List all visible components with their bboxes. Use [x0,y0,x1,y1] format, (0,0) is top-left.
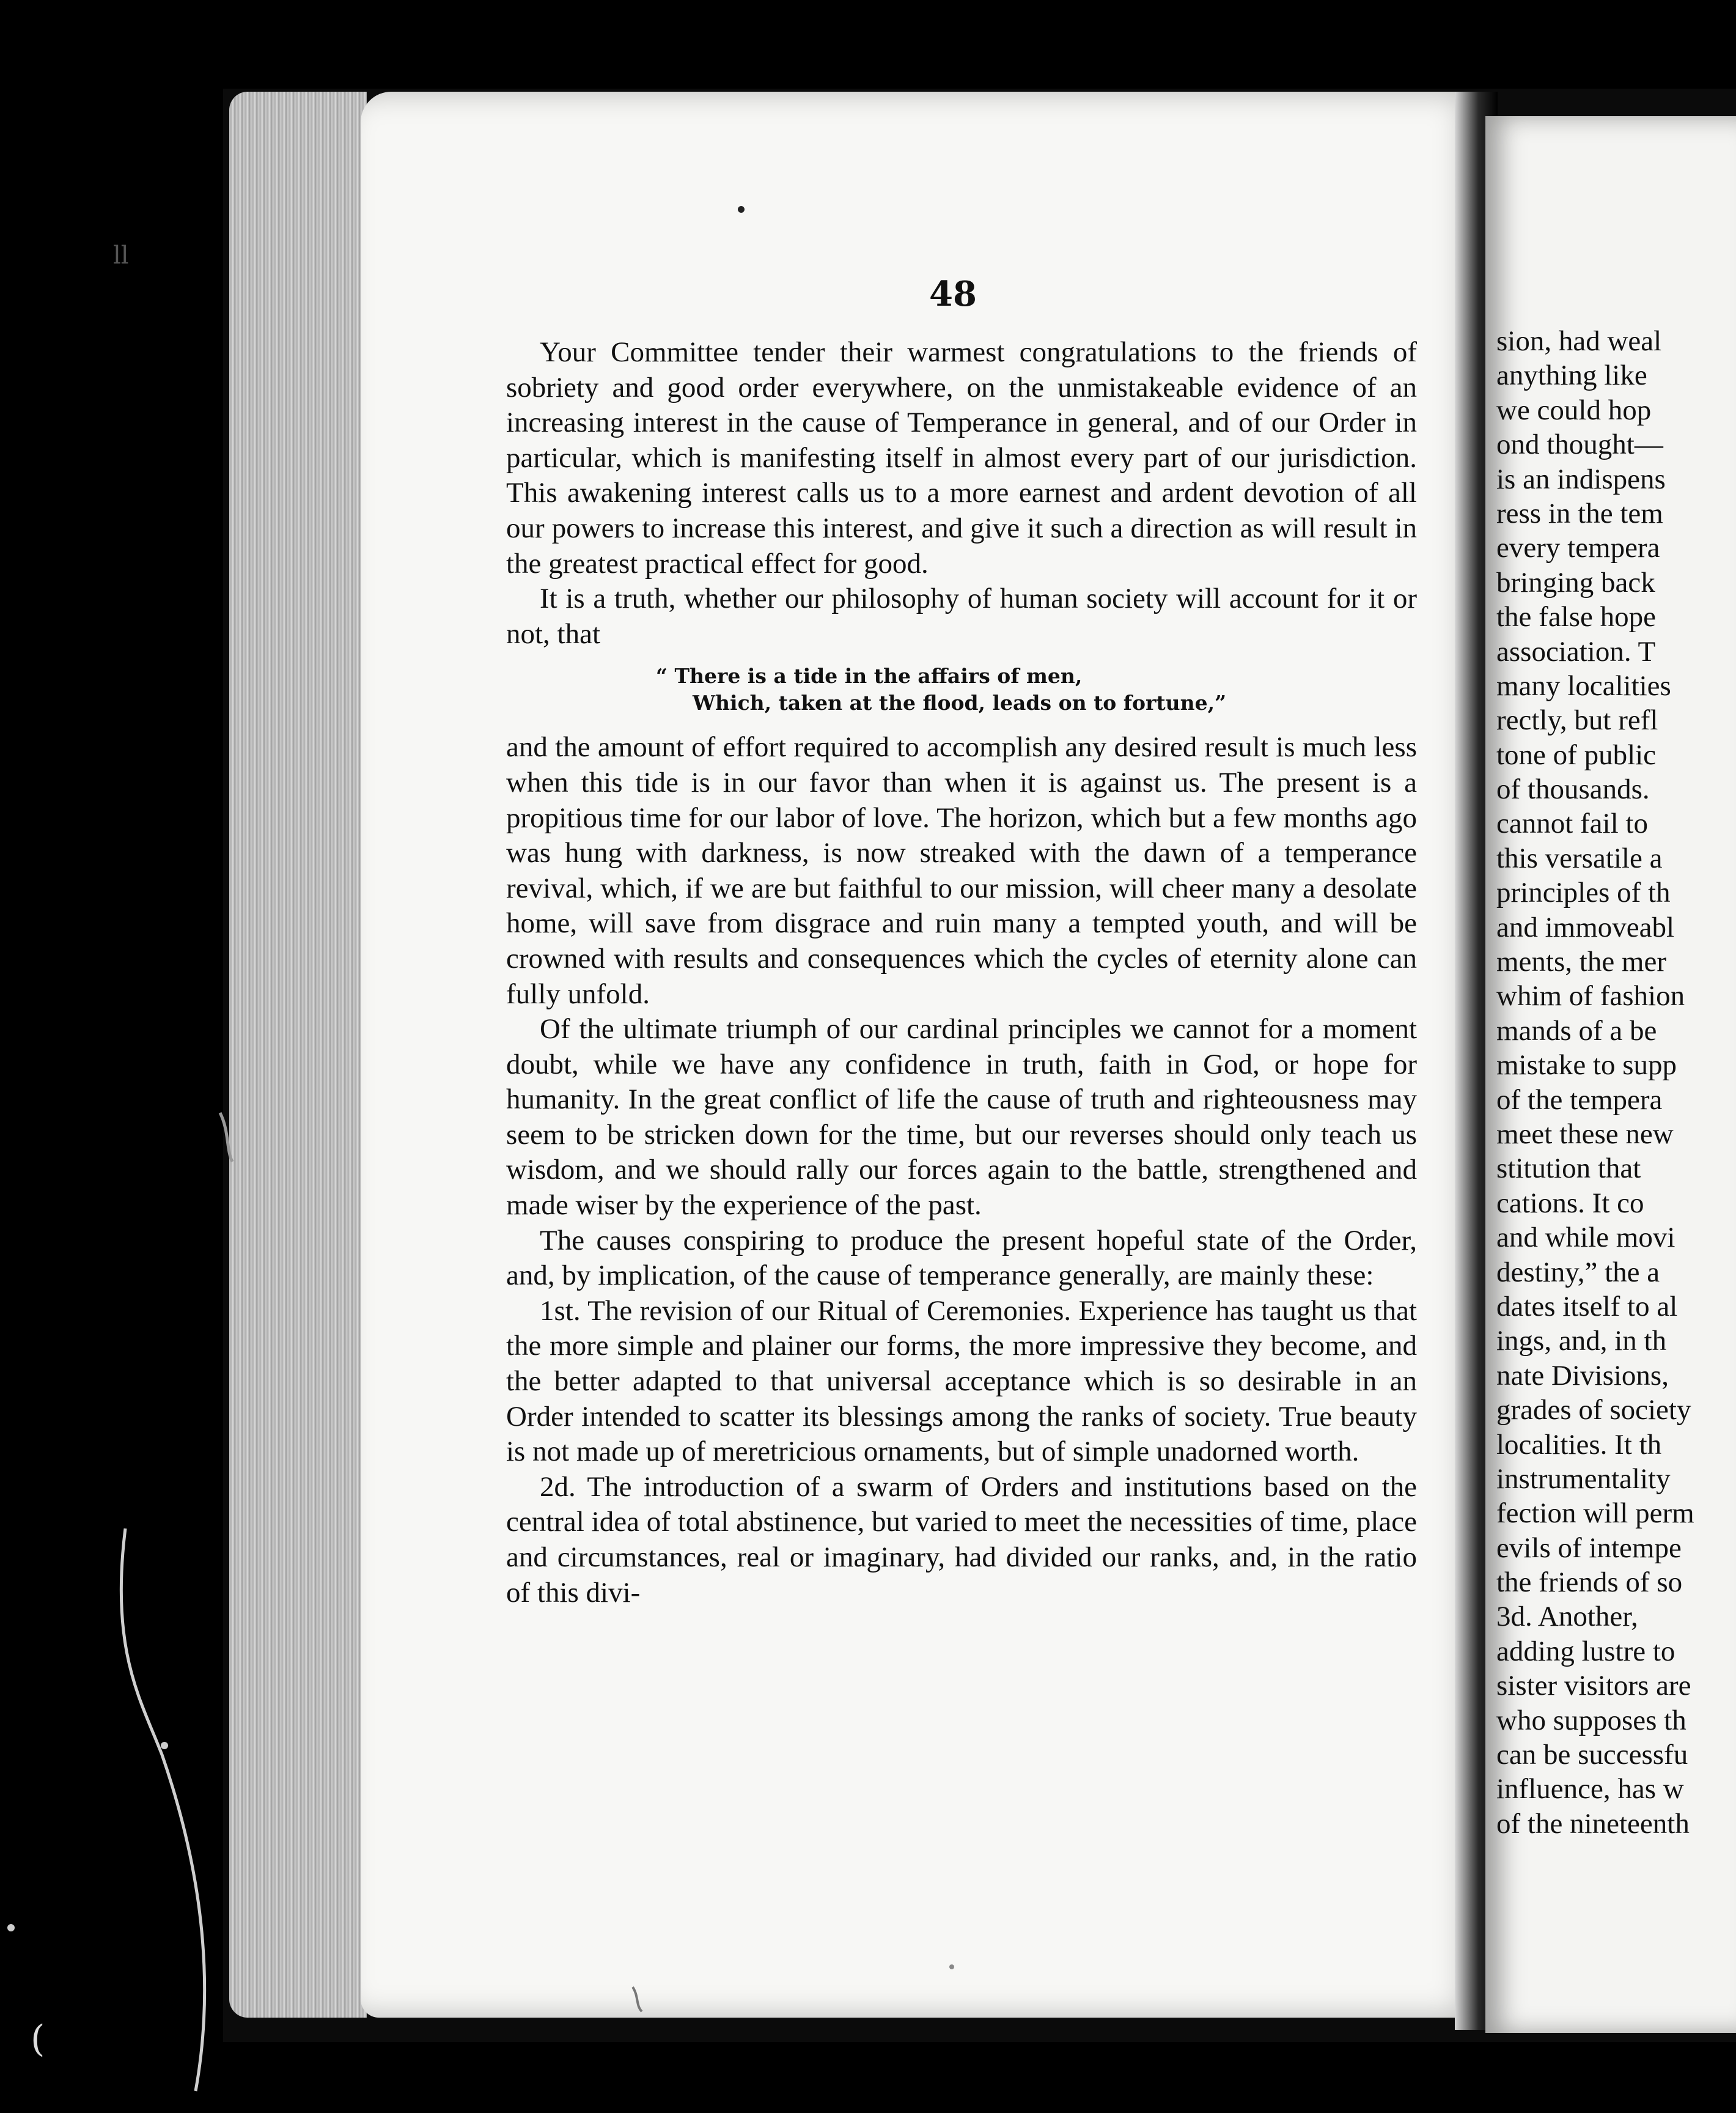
text-line: fection will perm [1496,1497,1694,1530]
paragraph: The causes conspiring to produce the present hopeful state of the Order, and, by implication, of the cause of temperance generally, are mainly these: [506,1224,1417,1292]
text-line: we could hop [1496,394,1652,426]
paragraph: It is a truth, whether our philosophy of human society will account for it or not, that [506,583,1417,650]
text-line: is an indispens [1496,463,1666,495]
text-line: instrumentality [1496,1462,1671,1495]
text-line: mands of a be [1496,1014,1657,1047]
text-line: and while movi [1496,1222,1675,1254]
text-line: stitution that [1496,1152,1641,1185]
paragraph: 2d. The introduction of a swarm of Orders and institutions based on the central idea of total abstinence, but varied to meet the necessities of time, place and circumstances, real or imaginary, had divided our ranks, and, in the ratio of this divi- [506,1470,1417,1609]
text-line: ings, and, in th [1496,1325,1667,1357]
text-line: grades of society [1496,1394,1691,1426]
text-line: of the nineteenth [1496,1807,1690,1840]
text-line: influence, has w [1496,1773,1684,1805]
text-line: many localities [1496,669,1671,702]
paragraph: 1st. The revision of our Ritual of Ceremonies. Experience has taught us that the more simple and plainer our forms, the more impressive they become, and the better adapted to that universal acceptance which is so desirable in an Order intended to scatter its blessings among the ranks of society. True beauty is not made up of meretricious ornaments, but of simple unadorned worth. [506,1294,1417,1468]
text-line: association. T [1496,635,1656,668]
text-line: cations. It co [1496,1187,1644,1219]
quote-line: “ There is a tide in the affairs of men, [656,664,1083,688]
page-number: 48 [929,274,977,314]
text-line: who supposes th [1496,1704,1686,1736]
text-line: principles of th [1496,877,1671,909]
text-line: ond thought— [1496,429,1663,461]
text-line: this versatile a [1496,842,1663,874]
text-line: tone of public [1496,739,1657,771]
text-line: anything like [1496,360,1647,392]
text-line: sion, had weal [1496,325,1662,357]
text-line: dates itself to al [1496,1290,1678,1322]
text-line: localities. It th [1496,1428,1662,1461]
quote-line: Which, taken at the flood, leads on to fortune,” [693,691,1227,715]
text-line: cannot fail to [1496,808,1648,840]
paragraph: Of the ultimate triumph of our cardinal principles we cannot for a moment doubt, while we have any confidence in truth, faith in God, or hope for humanity. In the great conflict of life the cause of truth and righteousness may seem to be stricken down for the time, but our reverses should only teach us wisdom, and we should rally our forces again to the battle, strengthened and made wiser by the experience of the past. [506,1013,1417,1222]
text-line: meet these new [1496,1118,1674,1150]
margin-mark: ll [113,242,129,270]
text-line: adding lustre to [1496,1635,1675,1667]
text-line: the friends of so [1496,1566,1683,1599]
text-line: of the tempera [1496,1083,1663,1116]
text-line: mistake to supp [1496,1049,1677,1082]
text-line: evils of intempe [1496,1532,1682,1564]
text-line: rectly, but refl [1496,704,1658,737]
text-line: destiny,” the a [1496,1256,1660,1288]
text-line: every tempera [1496,532,1660,564]
text-line: 3d. Another, [1496,1601,1638,1633]
text-line: the false hope [1496,601,1657,633]
text-line: bringing back [1496,566,1655,599]
text-line: sister visitors are [1496,1670,1691,1702]
margin-mark: ( [31,2018,45,2060]
text-line: ress in the tem [1496,497,1663,529]
paragraph: and the amount of effort required to accomplish any desired result is much less when this tide is in our favor than when it is against us. The present is a propitious time for our labor of love. The horizon, which but a few months ago was hung with darkness, is now streaked with the dawn of a temperance revival, which, if we are but faithful to our mission, will cheer many a desolate home, will save from disgrace and ruin many a tempted youth, and will be crowned with results and consequences which the cycles of eternity alone can fully unfold. [506,731,1417,1010]
text-line: and immoveabl [1496,911,1675,943]
text-line: nate Divisions, [1496,1359,1669,1392]
text-line: whim of fashion [1496,980,1685,1012]
text-line: of thousands. [1496,773,1650,806]
text-line: can be successfu [1496,1739,1688,1771]
paragraph: Your Committee tender their warmest congratulations to the friends of sobriety and good order everywhere, on the unmistakeable evidence of an increasing interest in the cause of Temperance in general, and of our Order in particular, which is manifesting itself in almost every part of our jurisdiction. This awakening interest calls us to a more earnest and ardent devotion of all our powers to increase this interest, and give it such a direction as will result in the greatest practical effect for good. [506,336,1417,580]
text-line: ments, the mer [1496,946,1667,978]
